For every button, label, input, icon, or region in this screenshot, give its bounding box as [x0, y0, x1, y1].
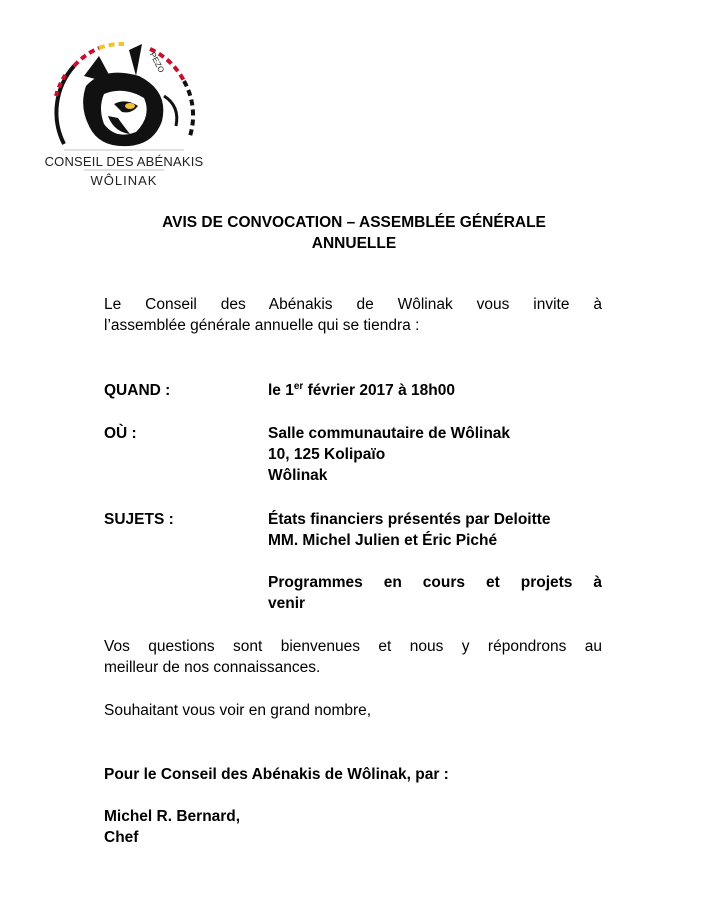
closing-text: Souhaitant vous voir en grand nombre,: [104, 702, 372, 719]
signature-role: Chef: [104, 829, 139, 846]
subjects-label: SUJETS :: [104, 511, 174, 528]
questions-line1: Vos questions sont bienvenues et nous y répondrons au: [104, 638, 602, 655]
document-title: [104, 212, 604, 254]
subjects-item1-line2: MM. Michel Julien et Éric Piché: [268, 532, 498, 549]
questions-line2: meilleur de nos connaissances.: [104, 659, 321, 676]
when-prefix: le 1: [268, 382, 294, 399]
intro-paragraph: [104, 294, 602, 336]
signature-for-line: Pour le Conseil des Abénakis de Wôlinak, par :: [104, 766, 449, 783]
when-sup: er: [293, 380, 304, 392]
council-logo: [44, 36, 204, 196]
signature-block: [104, 806, 602, 848]
intro-line1: Le Conseil des Abénakis de Wôlinak vous invite à: [104, 296, 602, 313]
intro-line2: l’assemblée générale annuelle qui se tiendra :: [104, 317, 420, 334]
questions-paragraph: [104, 636, 602, 678]
when-value: [268, 380, 602, 401]
when-suffix: février 2017 à 18h00: [303, 382, 455, 399]
where-line2: 10, 125 Kolipaïo: [268, 446, 386, 463]
where-line3: Wôlinak: [268, 467, 328, 484]
logo-badge-text: PEZO: [147, 50, 166, 75]
subjects-item1-line1: États financiers présentés par Deloitte: [268, 511, 551, 528]
where-value: [268, 423, 602, 486]
subjects-item1: [268, 509, 602, 551]
when-label: QUAND :: [104, 382, 171, 399]
where-label: OÙ :: [104, 425, 137, 442]
logo-org-line1: CONSEIL DES ABÉNAKIS: [44, 154, 204, 169]
where-line1: Salle communautaire de Wôlinak: [268, 425, 511, 442]
lynx-emblem-icon: [44, 36, 204, 196]
subjects-item2-line2: venir: [268, 595, 306, 612]
subjects-item2: [268, 572, 602, 614]
logo-org-line2: WÔLINAK: [90, 173, 158, 188]
title-line1: AVIS DE CONVOCATION – ASSEMBLÉE GÉNÉRALE: [162, 214, 546, 231]
signature-name: Michel R. Bernard,: [104, 808, 241, 825]
title-line2: ANNUELLE: [311, 235, 397, 252]
subjects-item2-line1: Programmes en cours et projets à: [268, 574, 602, 591]
